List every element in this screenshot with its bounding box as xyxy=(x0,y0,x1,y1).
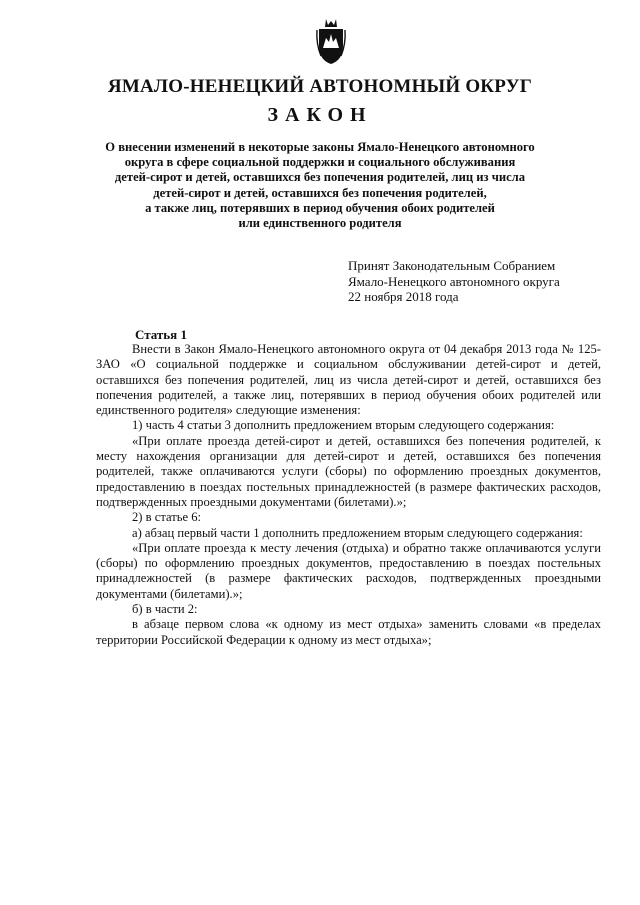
article-paragraph: 1) часть 4 статьи 3 дополнить предложением вторым следующего содержания: xyxy=(132,418,555,433)
adoption-line: Ямало-Ненецкого автономного округа xyxy=(348,273,560,289)
article-paragraph: 2) в статье 6: xyxy=(132,510,202,525)
article-paragraph: а) абзац первый части 1 дополнить предложением вторым следующего содержания: xyxy=(132,525,583,540)
article-body xyxy=(96,342,601,648)
region-name: ЯМАЛО-НЕНЕЦКИЙ АВТОНОМНЫЙ ОКРУГ xyxy=(107,76,533,97)
law-title-line: О внесении изменений в некоторые законы Ямало-Ненецкого автономного xyxy=(105,140,535,154)
article-heading: Статья 1 xyxy=(135,327,187,342)
law-title-line: детей-сирот и детей, оставшихся без попечения родителей, xyxy=(153,185,487,200)
law-title-line: или единственного родителя xyxy=(238,216,402,231)
adoption-date: 22 ноября 2018 года xyxy=(348,289,459,305)
law-title xyxy=(80,140,560,231)
law-title-line: округа в сфере социальной поддержки и социального обслуживания xyxy=(124,155,516,170)
article-paragraph: в абзаце первом слова «к одному из мест отдыха» заменить словами «в пределах территории Российской Федерации к одному из мест отдыха»; xyxy=(96,617,601,647)
law-title-line: а также лиц, потерявших в период обучения обоих родителей xyxy=(145,200,495,215)
article-paragraph: б) в части 2: xyxy=(132,602,198,617)
document-type: ЗАКОН xyxy=(267,104,373,126)
article-paragraph: Внести в Закон Ямало-Ненецкого автономного округа от 04 декабря 2013 года № 125-ЗАО «О социальной поддержке и социальном обслуживании детей-сирот и детей, оставшихся без попечения родителей, лиц из числа детей-сирот и детей, оставшихся без попечения родителей, а также лиц, потерявших в период обучения обоих родителей или единственного родителя» следующие изменения: xyxy=(96,342,601,418)
law-title-line: детей-сирот и детей, оставшихся без попечения родителей, лиц из числа xyxy=(114,170,526,185)
coat-of-arms-emblem xyxy=(315,16,347,66)
adoption-note xyxy=(348,258,560,305)
article-paragraph: «При оплате проезда к месту лечения (отдыха) и обратно также оплачиваются услуги (сборы) по оформлению проездных документов, предоставлению в поездах постельных принадлежностей (в размере фактических расходов, подтвержденных проездными документами (билетами).»; xyxy=(96,540,601,601)
adoption-line: Принят Законодательным Собранием xyxy=(348,258,556,273)
article-paragraph: «При оплате проезда детей-сирот и детей, оставшихся без попечения родителей, к месту нахождения организации для детей-сирот и детей, оставшихся без попечения родителей, также оплачиваются услуги (сборы) по оформлению проездных документов, предоставлению в поездах постельных принадлежностей (в размере фактических расходов, подтвержденных проездными документами (билетами).»; xyxy=(96,433,601,509)
